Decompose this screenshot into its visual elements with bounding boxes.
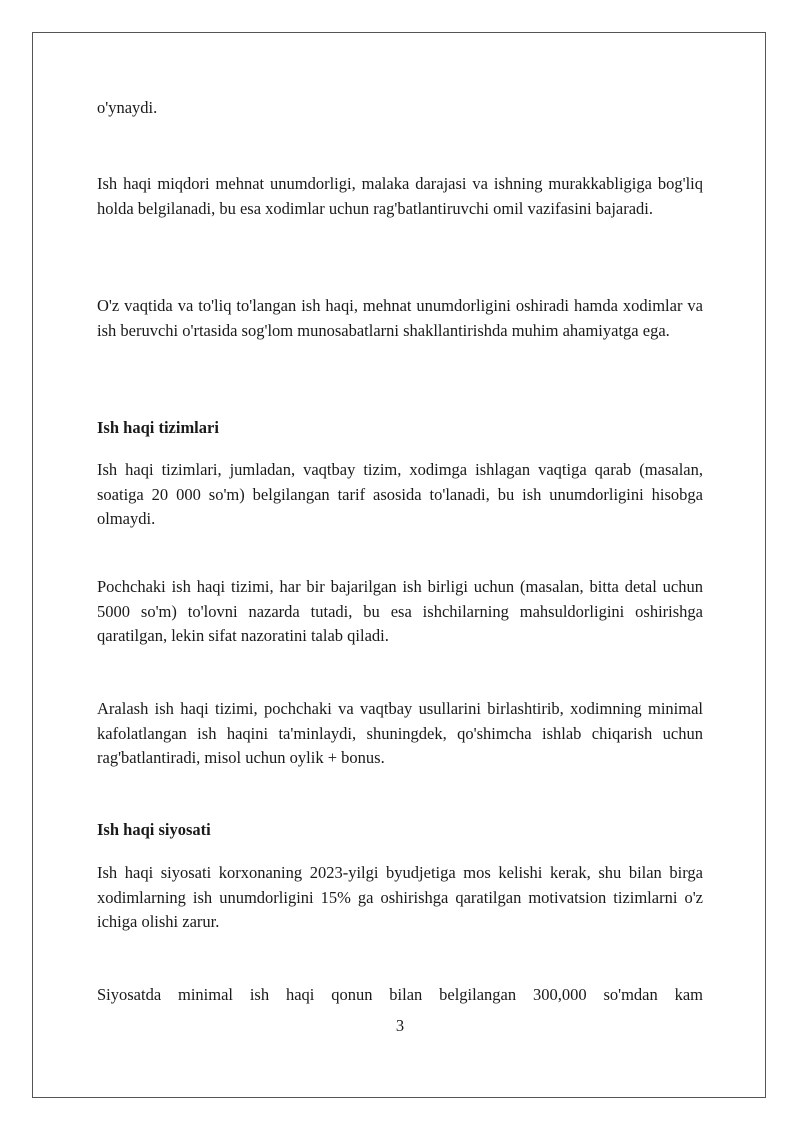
paragraph-continuation: o'ynaydi.: [97, 98, 158, 117]
paragraph-wage-amount: Ish haqi miqdori mehnat unumdorligi, malaka darajasi va ishning murakkabligiga bog'liq holda belgilanadi, bu esa xodimlar uchun rag'batlantiruvchi omil vazifasini bajaradi.: [97, 174, 703, 218]
heading-wage-systems: Ish haqi tizimlari: [97, 418, 219, 437]
paragraph-time-based-system: Ish haqi tizimlari, jumladan, vaqtbay tizim, xodimga ishlagan vaqtiga qarab (masalan, soatiga 20 000 so'm) belgilangan tarif asosida to'lanadi, bu ish unumdorligini hisobga olmaydi.: [97, 460, 703, 528]
page-number: 3: [395, 1016, 405, 1035]
heading-wage-policy: Ish haqi siyosati: [97, 820, 211, 839]
paragraph-minimum-wage: Siyosatda minimal ish haqi qonun bilan belgilangan 300,000 so'mdan kam: [97, 985, 703, 1004]
paragraph-mixed-system: Aralash ish haqi tizimi, pochchaki va vaqtbay usullarini birlashtirib, xodimning minimal kafolatlangan ish haqini ta'minlaydi, shuningdek, qo'shimcha ishlab chiqarish uchun rag'batlantiradi, misol uchun oylik + bonus.: [97, 699, 703, 767]
paragraph-wage-policy-budget: Ish haqi siyosati korxonaning 2023-yilgi byudjetiga mos kelishi kerak, shu bilan birga xodimlarning ish unumdorligini 15% ga oshirishga qaratilgan motivatsion tizimlarni o'z ichiga olishi zarur.: [97, 863, 703, 931]
paragraph-timely-payment: O'z vaqtida va to'liq to'langan ish haqi, mehnat unumdorligini oshiradi hamda xodimlar va ish beruvchi o'rtasida sog'lom munosabatlarni shakllantirishda muhim ahamiyatga ega.: [97, 296, 703, 340]
paragraph-piece-rate-system: Pochchaki ish haqi tizimi, har bir bajarilgan ish birligi uchun (masalan, bitta detal uchun 5000 so'm) to'lovni nazarda tutadi, bu esa ishchilarning mahsuldorligini oshirishga qaratilgan, lekin sifat nazoratini talab qiladi.: [97, 577, 703, 645]
